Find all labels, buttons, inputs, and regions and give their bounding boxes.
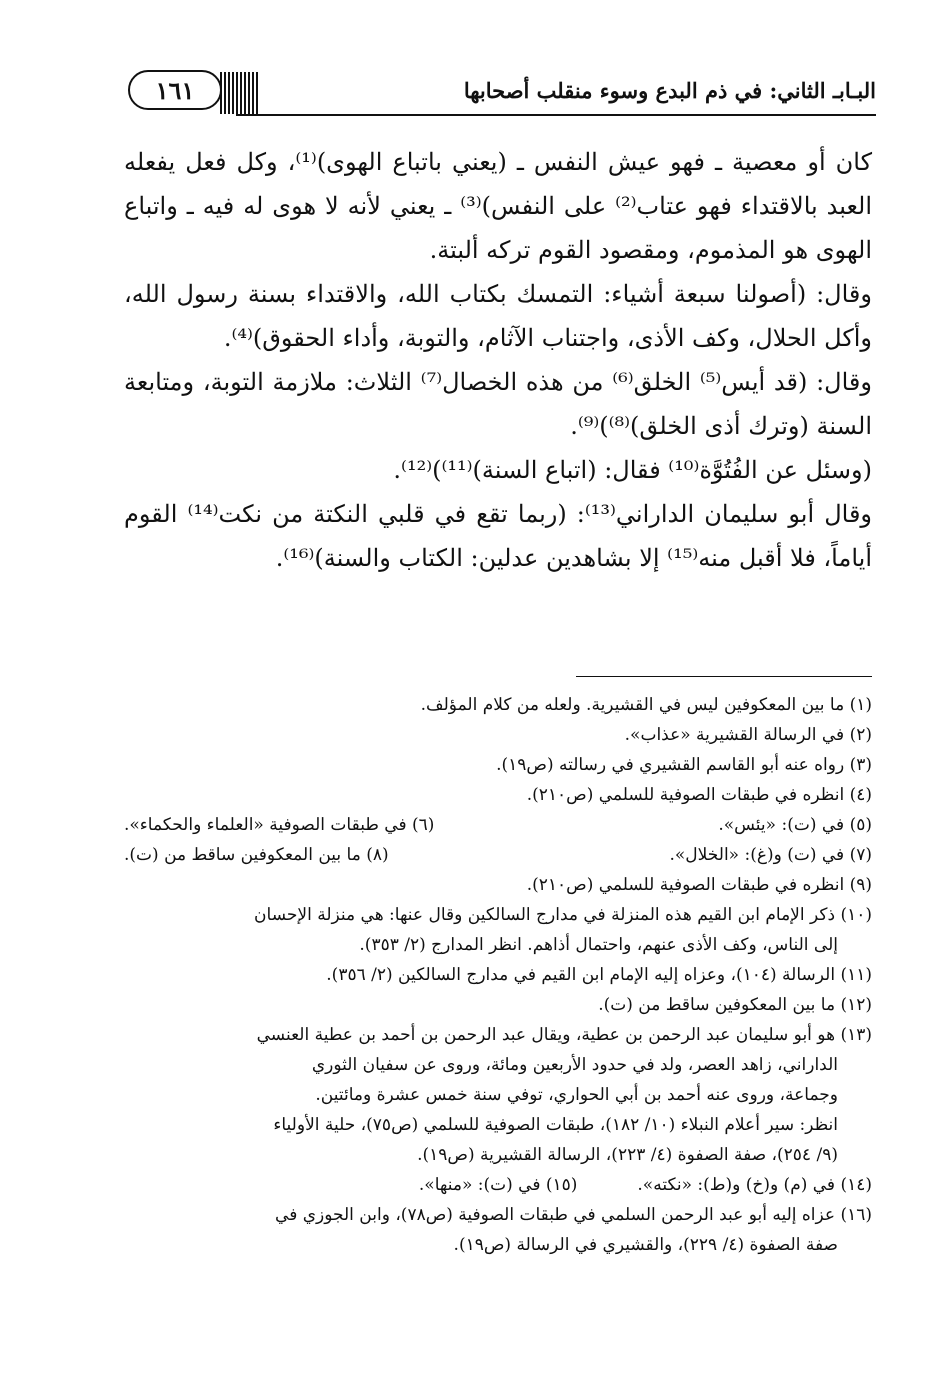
footnote: (١٢) ما بين المعكوفين ساقط من (ت). <box>598 995 872 1015</box>
footnote: (١٤) في (م) و(خ) و(ط): «نكته». <box>637 1175 872 1195</box>
footnote: (١) ما بين المعكوفين ليس في القشيرية. ولعله من كلام المؤلف. <box>420 695 872 715</box>
footnote: (٥) في (ت): «يئس». <box>718 815 872 835</box>
footnote: (٢) في الرسالة القشيرية «عذاب». <box>624 725 872 745</box>
paragraph: وقال: (قد أيس⁽⁵⁾ الخلق⁽⁶⁾ من هذه الخصال⁽⁷⁾ الثلاث: ملازمة التوبة، ومتابعة السنة (وترك أذى الخلق)⁽⁸⁾)⁽⁹⁾. <box>124 368 872 440</box>
footnote: (١٣) هو أبو سليمان عبد الرحمن بن عطية، ويقال عبد الرحمن بن أحمد بن عطية العنسي <box>256 1025 872 1045</box>
footnote-continuation: الداراني، زاهد العصر، ولد في حدود الأربعين ومائة، وروى عن سفيان الثوري <box>311 1055 838 1075</box>
footnote: (٦) في طبقات الصوفية «العلماء والحكماء». <box>124 815 435 835</box>
footnote-continuation: وجماعة، وروى عنه أحمد بن أبي الحواري، توفي سنة خمس عشرة ومائتين. <box>315 1085 838 1105</box>
paragraph: وقال أبو سليمان الداراني⁽¹³⁾: (ربما تقع في قلبي النكتة من نكت⁽¹⁴⁾ القوم أياماً، فلا أقبل منه⁽¹⁵⁾ إلا بشاهدين عدلين: الكتاب والسنة)⁽¹⁶⁾. <box>124 500 873 572</box>
footnote-pair <box>124 1170 872 1200</box>
footnotes <box>124 690 872 1260</box>
header-rule <box>236 114 876 116</box>
footnote-continuation: (٩/ ٢٥٤)، صفة الصفوة (٤/ ٢٢٣)، الرسالة القشيرية (ص١٩). <box>417 1145 838 1165</box>
footnote: (٣) رواه عنه أبو القاسم القشيري في رسالته (ص١٩). <box>496 755 872 775</box>
page-number: ١٦١ <box>128 70 222 110</box>
paragraph: وقال: (أصولنا سبعة أشياء: التمسك بكتاب الله، والاقتداء بسنة رسول الله، وأكل الحلال، وكف الأذى، واجتناب الآثام، والتوبة، وأداء الحقوق)⁽⁴⁾. <box>124 280 872 352</box>
footnote-pair <box>124 840 872 870</box>
footnote-continuation: صفة الصفوة (٤/ ٢٢٩)، والقشيري في الرسالة (ص١٩). <box>453 1235 838 1255</box>
footnote: (١٦) عزاه إليه أبو عبد الرحمن السلمي في طبقات الصوفية (ص٧٨)، وابن الجوزي في <box>275 1205 872 1225</box>
footnote-continuation: إلى الناس، وكف الأذى عنهم، واحتمال أذاهم. انظر المدارج (٢/ ٣٥٣). <box>359 935 838 955</box>
footnote: (١١) الرسالة (١٠٤)، وعزاه إليه الإمام ابن القيم في مدارج السالكين (٢/ ٣٥٦). <box>326 965 872 985</box>
footnote: (١٠) ذكر الإمام ابن القيم هذه المنزلة في مدارج السالكين وقال عنها: هي منزلة الإحسان <box>254 905 872 925</box>
running-title: البـابـ الثاني: في ذم البدع وسوء منقلب أصحابها <box>463 78 876 103</box>
footnote-pair <box>124 810 872 840</box>
ornament-icon <box>220 72 260 114</box>
footnote: (٧) في (ت) و(غ): «الخلال». <box>669 845 872 865</box>
footnote: (٤) انظره في طبقات الصوفية للسلمي (ص٢١٠). <box>526 785 872 805</box>
page-header <box>128 62 876 124</box>
footnote-separator <box>576 676 872 677</box>
paragraph: كان أو معصية ـ فهو عيش النفس ـ (يعني باتباع الهوى)⁽¹⁾، وكل فعل يفعله العبد بالاقتداء فهو عتاب⁽²⁾ على النفس)⁽³⁾ ـ يعني لأنه لا هوى له فيه ـ واتباع الهوى هو المذموم، ومقصود القوم تركه ألبتة. <box>124 148 873 264</box>
footnote: (٨) ما بين المعكوفين ساقط من (ت). <box>124 845 389 865</box>
main-text <box>124 140 872 580</box>
footnote: (٩) انظره في طبقات الصوفية للسلمي (ص٢١٠). <box>526 875 872 895</box>
footnote: (١٥) في (ت): «منها». <box>418 1175 578 1195</box>
paragraph: (وسئل عن الفُتُوَّة⁽¹⁰⁾ فقال: (اتباع السنة)⁽¹¹⁾)⁽¹²⁾. <box>393 456 872 484</box>
footnote-references: انظر: سير أعلام النبلاء (١٠/ ١٨٢)، طبقات الصوفية للسلمي (ص٧٥)، حلية الأولياء <box>273 1115 838 1135</box>
